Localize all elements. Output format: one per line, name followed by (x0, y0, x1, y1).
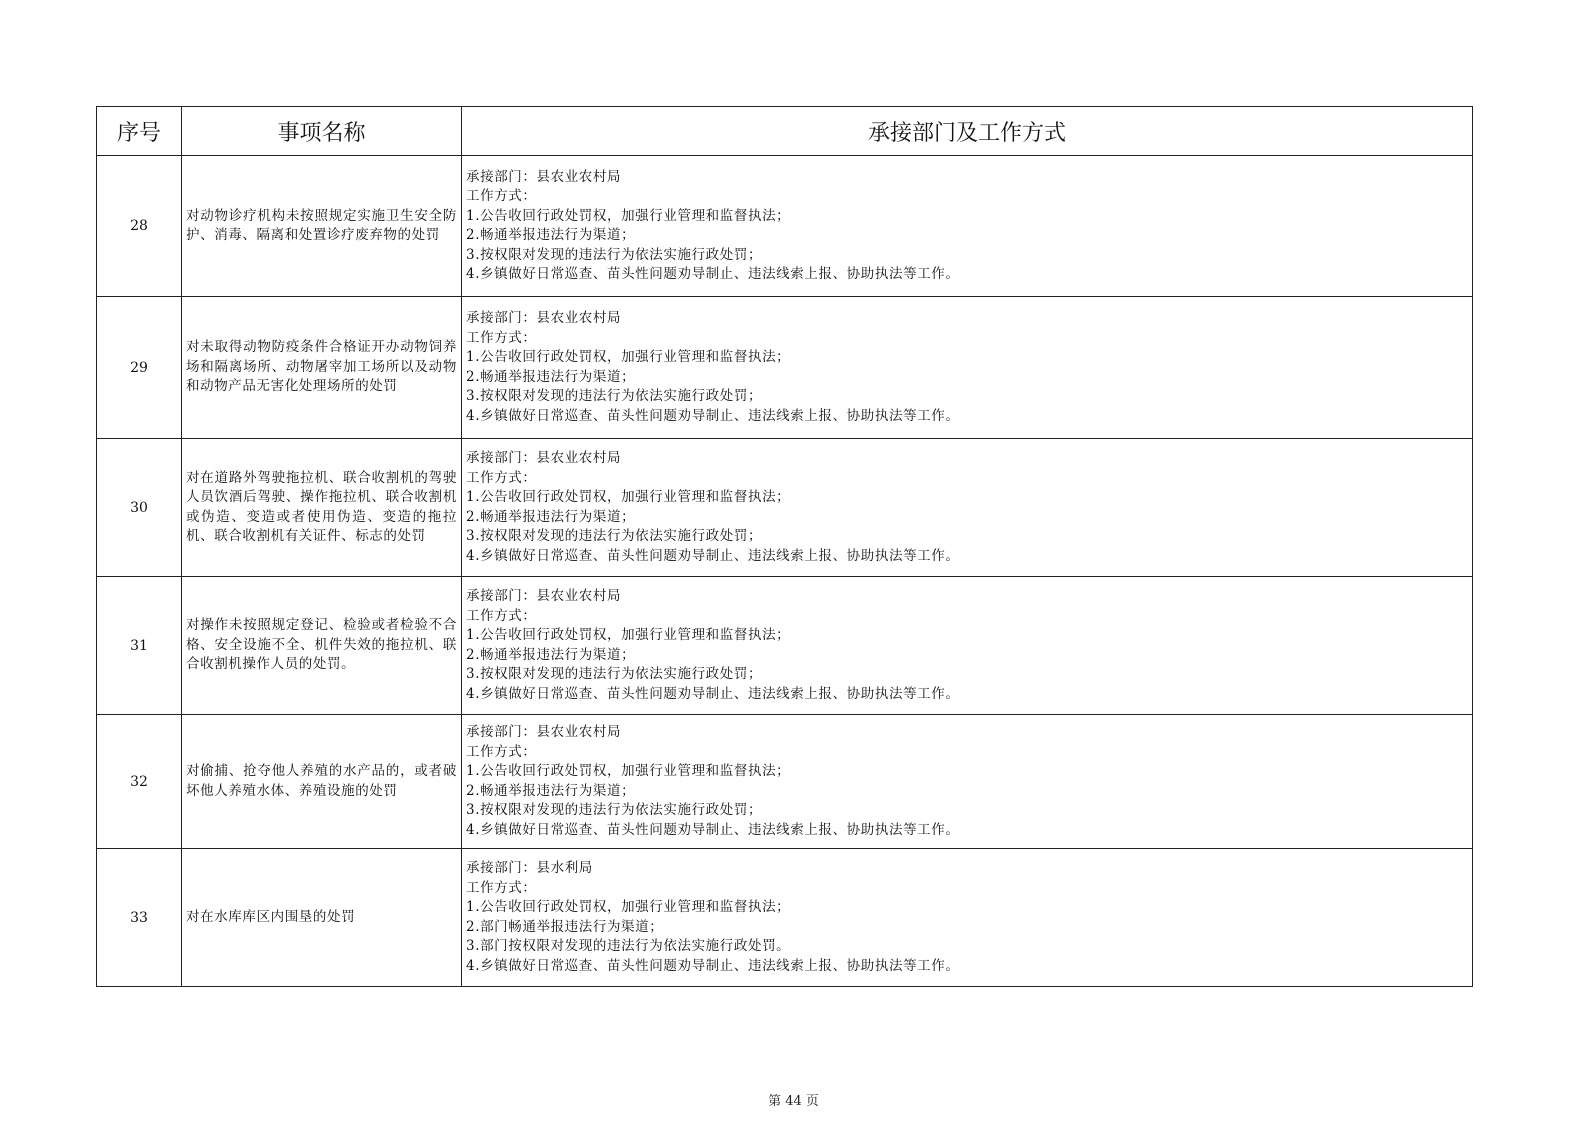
matter-name-cell: 对在水库库区内围垦的处罚 (182, 849, 462, 987)
method-label: 工作方式： (466, 469, 537, 486)
serial-number-cell: 31 (97, 577, 182, 715)
method-label: 工作方式： (466, 607, 537, 624)
table-row (97, 297, 1473, 439)
department-method-cell (462, 849, 1473, 987)
method-step: 3.按权限对发现的违法行为依法实施行政处罚； (466, 388, 763, 404)
method-label: 工作方式： (466, 743, 537, 760)
serial-number-cell: 33 (97, 849, 182, 987)
department-line: 承接部门：县农业农村局 (466, 168, 622, 185)
matter-name-cell: 对在道路外驾驶拖拉机、联合收割机的驾驶人员饮酒后驾驶、操作拖拉机、联合收割机或伪造、变造或者使用伪造、变造的拖拉机、联合收割机有关证件、标志的处罚 (182, 439, 462, 577)
method-step: 3.按权限对发现的违法行为依法实施行政处罚； (466, 802, 763, 818)
table-row (97, 577, 1473, 715)
method-step: 1.公告收回行政处罚权，加强行业管理和监督执法； (466, 763, 791, 779)
method-step: 2.畅通举报违法行为渠道； (466, 227, 636, 243)
header-matter-name: 事项名称 (182, 107, 462, 156)
table-body (97, 156, 1473, 987)
method-step: 3.按权限对发现的违法行为依法实施行政处罚； (466, 246, 763, 263)
method-step: 2.畅通举报违法行为渠道； (466, 368, 636, 385)
department-method-cell (462, 156, 1473, 297)
serial-number-cell: 30 (97, 439, 182, 577)
department-method-cell (462, 577, 1473, 715)
method-step: 1.公告收回行政处罚权，加强行业管理和监督执法； (466, 349, 791, 365)
method-step: 4.乡镇做好日常巡查、苗头性问题劝导制止、违法线索上报、协助执法等工作。 (466, 957, 960, 974)
method-step: 1.公告收回行政处罚权，加强行业管理和监督执法； (466, 627, 791, 643)
serial-number-cell: 28 (97, 156, 182, 297)
matters-table (96, 106, 1473, 987)
method-step: 3.部门按权限对发现的违法行为依法实施行政处罚。 (466, 938, 791, 954)
department-line: 承接部门：县农业农村局 (466, 310, 622, 326)
method-label: 工作方式： (466, 329, 537, 346)
method-step: 4.乡镇做好日常巡查、苗头性问题劝导制止、违法线索上报、协助执法等工作。 (466, 407, 960, 424)
header-department-method: 承接部门及工作方式 (462, 107, 1473, 156)
method-label: 工作方式： (466, 879, 537, 896)
method-step: 1.公告收回行政处罚权，加强行业管理和监督执法； (466, 489, 791, 505)
serial-number-cell: 32 (97, 715, 182, 849)
method-step: 2.畅通举报违法行为渠道； (466, 782, 636, 799)
method-step: 3.按权限对发现的违法行为依法实施行政处罚； (466, 528, 763, 544)
serial-number-cell: 29 (97, 297, 182, 439)
method-step: 2.畅通举报违法行为渠道； (466, 508, 636, 525)
method-step: 4.乡镇做好日常巡查、苗头性问题劝导制止、违法线索上报、协助执法等工作。 (466, 685, 960, 702)
header-serial-number: 序号 (97, 107, 182, 156)
method-step: 1.公告收回行政处罚权，加强行业管理和监督执法； (466, 207, 791, 224)
method-step: 3.按权限对发现的违法行为依法实施行政处罚； (466, 666, 763, 682)
matter-name-cell: 对偷捕、抢夺他人养殖的水产品的，或者破坏他人养殖水体、养殖设施的处罚 (182, 715, 462, 849)
table-row (97, 849, 1473, 987)
department-line: 承接部门：县农业农村局 (466, 724, 622, 740)
department-method-cell (462, 297, 1473, 439)
table-row (97, 156, 1473, 297)
table-row (97, 715, 1473, 849)
method-label: 工作方式： (466, 188, 537, 204)
matter-name-cell: 对动物诊疗机构未按照规定实施卫生安全防护、消毒、隔离和处置诊疗废弃物的处罚 (182, 156, 462, 297)
page-number: 第 44 页 (768, 1094, 819, 1109)
table-row (97, 439, 1473, 577)
department-line: 承接部门：县水利局 (466, 860, 593, 876)
matter-name-cell: 对未取得动物防疫条件合格证开办动物饲养场和隔离场所、动物屠宰加工场所以及动物和动物产品无害化处理场所的处罚 (182, 297, 462, 439)
table-header (97, 107, 1473, 156)
method-step: 4.乡镇做好日常巡查、苗头性问题劝导制止、违法线索上报、协助执法等工作。 (466, 266, 960, 282)
department-method-cell (462, 715, 1473, 849)
department-method-cell (462, 439, 1473, 577)
method-step: 2.部门畅通举报违法行为渠道； (466, 918, 664, 935)
method-step: 4.乡镇做好日常巡查、苗头性问题劝导制止、违法线索上报、协助执法等工作。 (466, 821, 960, 838)
department-line: 承接部门：县农业农村局 (466, 588, 622, 604)
method-step: 1.公告收回行政处罚权，加强行业管理和监督执法； (466, 899, 791, 915)
matter-name-cell: 对操作未按照规定登记、检验或者检验不合格、安全设施不全、机件失效的拖拉机、联合收割机操作人员的处罚。 (182, 577, 462, 715)
department-line: 承接部门：县农业农村局 (466, 450, 622, 466)
method-step: 4.乡镇做好日常巡查、苗头性问题劝导制止、违法线索上报、协助执法等工作。 (466, 547, 960, 564)
method-step: 2.畅通举报违法行为渠道； (466, 646, 636, 663)
